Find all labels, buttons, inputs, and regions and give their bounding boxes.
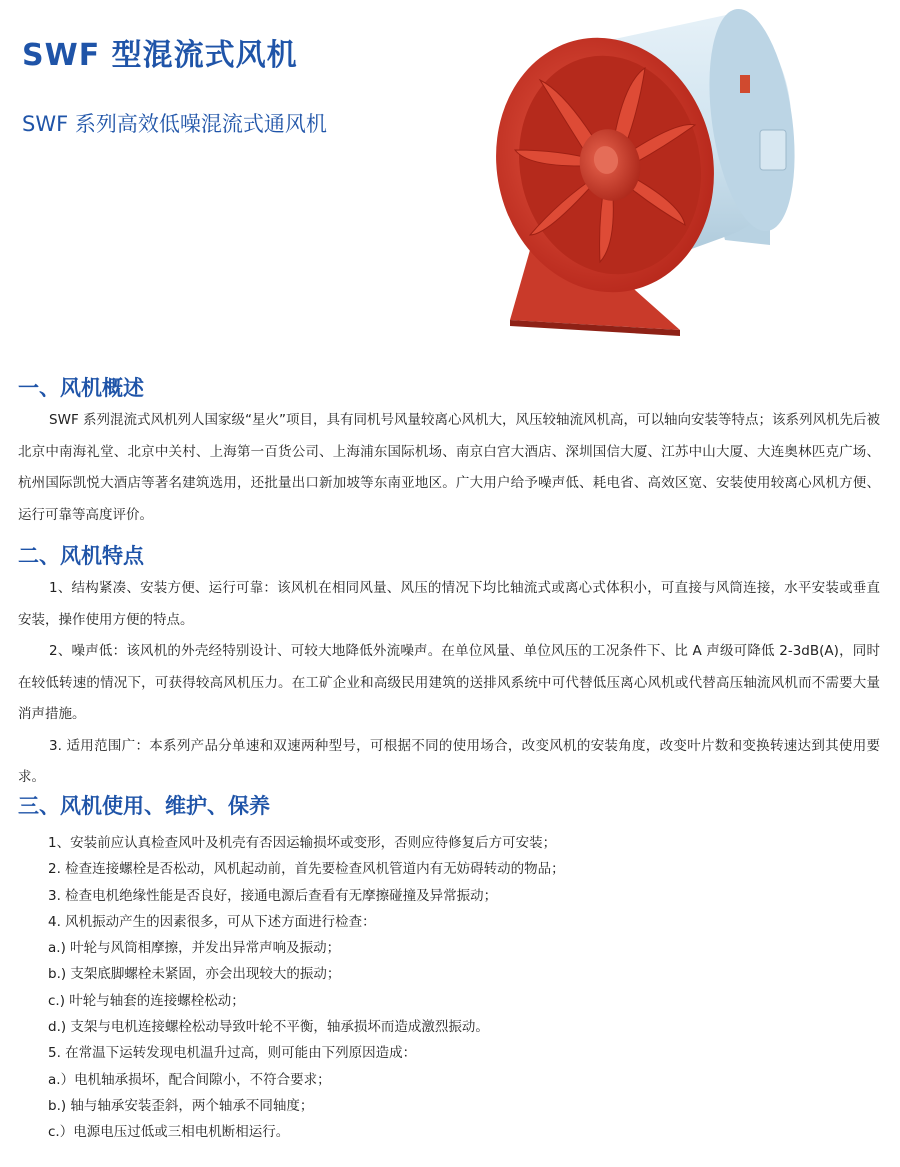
fan-product-image xyxy=(470,0,820,340)
maintenance-item: 3. 检查电机绝缘性能是否良好，接通电源后查看有无摩擦碰撞及异常振动； xyxy=(48,887,498,904)
maintenance-item: c.) 叶轮与轴套的连接螺栓松动； xyxy=(48,992,245,1009)
maintenance-item: d.) 支架与电机连接螺栓松动导致叶轮不平衡，轴承损坏而造成激烈振动。 xyxy=(48,1019,489,1036)
overview-paragraph xyxy=(18,405,880,531)
maintenance-item: a.）电机轴承损坏，配合间隙小，不符合要求； xyxy=(48,1071,331,1088)
page-title: SWF 型混流式风机 xyxy=(22,38,298,73)
maintenance-item: 2. 检查连接螺栓是否松动，风机起动前，首先要检查风机管道内有无妨碍转动的物品； xyxy=(48,861,565,878)
section-heading-overview: 一、风机概述 xyxy=(18,376,144,400)
maintenance-item: b.) 轴与轴承安装歪斜，两个轴承不同轴度； xyxy=(48,1097,314,1114)
features-paragraphs xyxy=(18,573,880,794)
maintenance-item: 4. 风机振动产生的因素很多，可从下述方面进行检查： xyxy=(48,913,376,930)
maintenance-item: c.）电源电压过低或三相电机断相运行。 xyxy=(48,1124,290,1141)
section-heading-maintenance: 三、风机使用、维护、保养 xyxy=(18,794,270,818)
maintenance-item: 5. 在常温下运转发现电机温升过高，则可能由下列原因造成： xyxy=(48,1045,417,1062)
section-heading-features: 二、风机特点 xyxy=(18,544,144,568)
feature-item: 2、噪声低：该风机的外壳经特别设计、可较大地降低外流噪声。在单位风量、单位风压的工况条件下、比 A 声级可降低 2-3dB(A)，同时在较低转速的情况下，可获得较高风机压力。在工矿企业和高级民用建筑的送排风系统中可代替低压离心风机或代替高压轴流风机而不需要大量消声措施。 xyxy=(18,643,880,722)
maintenance-item: 1、安装前应认真检查风叶及机壳有否因运输损坏或变形，否则应待修复后方可安装； xyxy=(48,835,557,851)
feature-item: 1、结构紧凑、安装方便、运行可靠：该风机在相同风量、风压的情况下均比轴流式或离心式体积小，可直接与风筒连接，水平安装或垂直安装，操作使用方便的特点。 xyxy=(18,580,880,628)
page-subtitle: SWF 系列高效低噪混流式通风机 xyxy=(22,112,327,136)
feature-item: 3. 适用范围广：本系列产品分单速和双速两种型号，可根据不同的使用场合，改变风机的安装角度，改变叶片数和变换转速达到其使用要求。 xyxy=(18,737,880,785)
maintenance-list xyxy=(48,830,868,1146)
maintenance-item: a.) 叶轮与风筒相摩擦，并发出异常声响及振动； xyxy=(48,940,341,957)
maintenance-item: b.) 支架底脚螺栓未紧固，亦会出现较大的振动； xyxy=(48,966,341,983)
overview-text: SWF 系列混流式风机列人国家级“星火”项目，具有同机号风量较离心风机大，风压较轴流风机高，可以轴向安装等特点；该系列风机先后被北京中南海礼堂、北京中关村、上海第一百货公司、上海浦东国际机场、南京白宫大酒店、深圳国信大厦、江苏中山大厦、大连奥林匹克广场、杭州国际凯悦大酒店等著名建筑选用，还批量出口新加坡等东南亚地区。广大用户给予噪声低、耗电省、高效区宽、安装使用较离心风机方便、运行可靠等高度评价。 xyxy=(18,412,881,523)
